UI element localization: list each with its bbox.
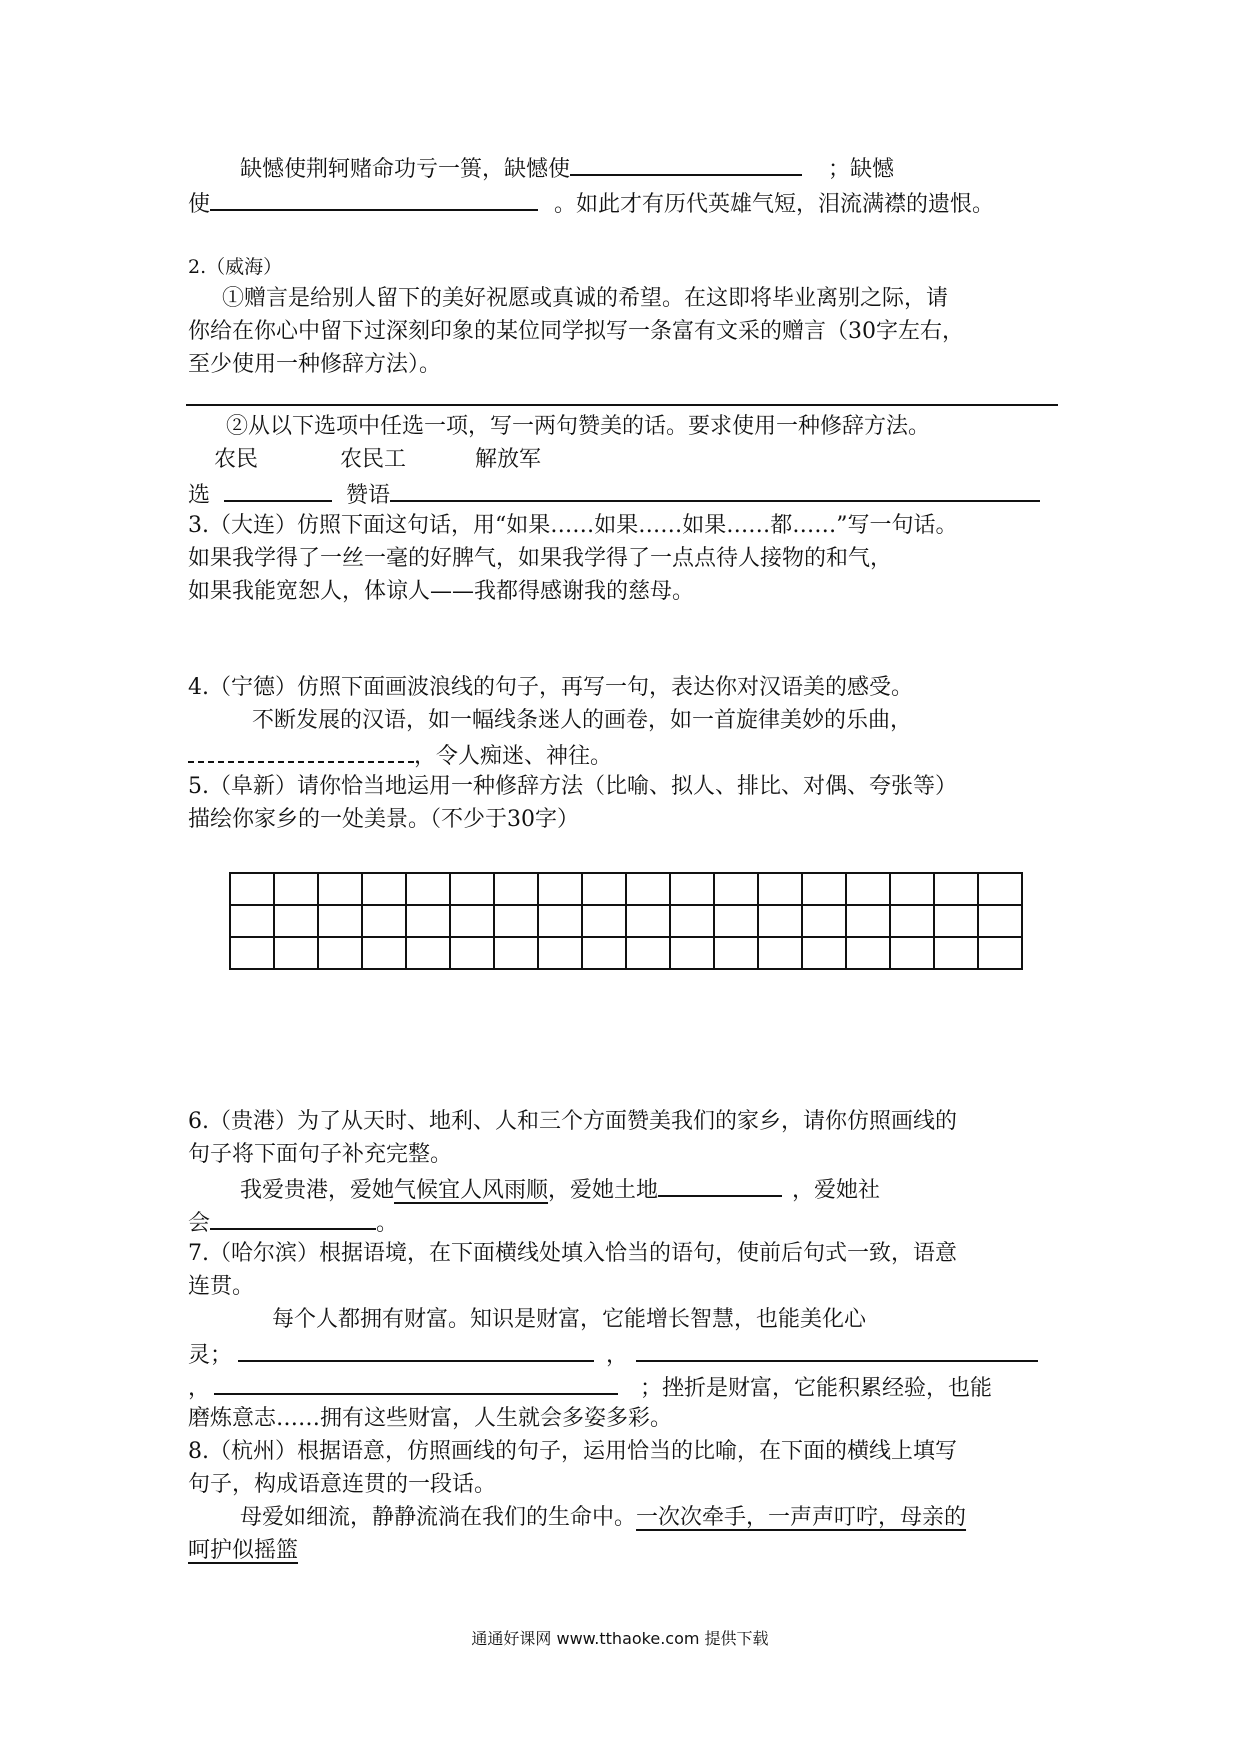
grid-cell[interactable]: [318, 905, 362, 937]
grid-cell[interactable]: [846, 873, 890, 905]
grid-cell[interactable]: [670, 905, 714, 937]
grid-cell[interactable]: [758, 937, 802, 969]
text-span: ，: [188, 1376, 211, 1401]
grid-cell[interactable]: [670, 937, 714, 969]
text-span: 会: [188, 1211, 211, 1236]
grid-cell[interactable]: [626, 873, 670, 905]
text-span: 缺憾使荆轲赌命功亏一篑，缺憾使: [240, 157, 571, 182]
text-span: 选: [188, 483, 211, 508]
option-farmer: 农民: [214, 447, 259, 472]
grid-cell[interactable]: [406, 905, 450, 937]
answer-blank[interactable]: [636, 1338, 1038, 1362]
grid-cell[interactable]: [846, 905, 890, 937]
grid-cell[interactable]: [450, 873, 494, 905]
grid-cell[interactable]: [582, 873, 626, 905]
question-5-text: 描绘你家乡的一处美景。（不少于30字）: [188, 807, 579, 832]
question-3-text: 如果我能宽恕人，体谅人——我都得感谢我的慈母。: [188, 579, 695, 604]
grid-cell[interactable]: [362, 905, 406, 937]
answer-blank[interactable]: [214, 1371, 618, 1395]
praise-blank[interactable]: [390, 478, 1040, 502]
text-span: ，爱她土地: [548, 1178, 659, 1203]
grid-cell[interactable]: [714, 873, 758, 905]
text-span: ，爱她社: [792, 1178, 881, 1203]
grid-cell[interactable]: [318, 873, 362, 905]
grid-cell[interactable]: [978, 937, 1022, 969]
text-line: [240, 1173, 880, 1206]
grid-cell[interactable]: [274, 905, 318, 937]
grid-cell[interactable]: [758, 905, 802, 937]
grid-cell[interactable]: [846, 937, 890, 969]
question-7-text: 磨炼意志……拥有这些财富，人生就会多姿多彩。: [188, 1406, 673, 1431]
answer-blank[interactable]: [210, 1206, 376, 1230]
grid-cell[interactable]: [714, 937, 758, 969]
grid-cell[interactable]: [758, 873, 802, 905]
question-7-text: 连贯。: [188, 1274, 255, 1299]
text-line: [188, 739, 612, 772]
question-7-heading: 7.（哈尔滨）根据语境，在下面横线处填入恰当的语句，使前后句式一致，语意: [188, 1241, 957, 1266]
answer-line[interactable]: [186, 404, 1058, 406]
answer-blank[interactable]: [570, 152, 802, 176]
grid-cell[interactable]: [890, 873, 934, 905]
question-8-heading: 8.（杭州）根据语意，仿照画线的句子，运用恰当的比喻，在下面的横线上填写: [188, 1439, 957, 1464]
grid-cell[interactable]: [934, 937, 978, 969]
underlined-text: 呵护似摇篮: [188, 1538, 299, 1563]
text-span: ；缺憾: [828, 157, 895, 182]
option-migrant-worker: 农民工: [340, 447, 407, 472]
grid-cell[interactable]: [714, 905, 758, 937]
question-3-heading: 3.（大连）仿照下面这句话，用“如果……如果……如果……都……”写一句话。: [188, 513, 958, 538]
grid-cell[interactable]: [802, 905, 846, 937]
question-2-text: ①赠言是给别人留下的美好祝愿或真诚的希望。在这即将毕业离别之际，请: [222, 286, 949, 311]
grid-cell[interactable]: [450, 905, 494, 937]
grid-cell[interactable]: [230, 905, 274, 937]
answer-blank[interactable]: [188, 739, 414, 763]
page-footer: 通通好课网 www.tthaoke.com 提供下载: [471, 1629, 769, 1648]
grid-cell[interactable]: [274, 873, 318, 905]
grid-cell[interactable]: [890, 937, 934, 969]
text-span: 赞语: [346, 483, 391, 508]
question-6-text: 句子将下面句子补充完整。: [188, 1142, 453, 1167]
text-span: 母爱如细流，静静流淌在我们的生命中。: [240, 1505, 637, 1530]
grid-cell[interactable]: [626, 905, 670, 937]
grid-cell[interactable]: [802, 873, 846, 905]
grid-cell[interactable]: [934, 873, 978, 905]
question-7-text: 每个人都拥有财富。知识是财富，它能增长智慧，也能美化心: [272, 1307, 867, 1332]
question-2-text: ②从以下选项中任选一项，写一两句赞美的话。要求使用一种修辞方法。: [226, 414, 931, 439]
grid-cell[interactable]: [494, 873, 538, 905]
grid-cell[interactable]: [934, 905, 978, 937]
text-line: [188, 1206, 398, 1239]
text-span: 使: [188, 192, 211, 217]
grid-cell[interactable]: [582, 937, 626, 969]
question-3-text: 如果我学得了一丝一毫的好脾气，如果我学得了一点点待人接物的和气，: [188, 546, 893, 571]
grid-cell[interactable]: [230, 937, 274, 969]
question-2-text: 至少使用一种修辞方法）。: [188, 352, 442, 377]
question-6-heading: 6.（贵港）为了从天时、地利、人和三个方面赞美我们的家乡，请你仿照画线的: [188, 1109, 957, 1134]
grid-cell[interactable]: [978, 873, 1022, 905]
grid-cell[interactable]: [494, 937, 538, 969]
grid-cell[interactable]: [494, 905, 538, 937]
grid-cell[interactable]: [538, 873, 582, 905]
question-2-text: 你给在你心中留下过深刻印象的某位同学拟写一条富有文采的赠言（30字左右，: [188, 319, 964, 344]
text-span: 。如此才有历代英雄气短，泪流满襟的遗恨。: [554, 192, 995, 217]
answer-blank[interactable]: [238, 1338, 594, 1362]
grid-cell[interactable]: [802, 937, 846, 969]
question-5-heading: 5.（阜新）请你恰当地运用一种修辞方法（比喻、拟人、排比、对偶、夸张等）: [188, 774, 957, 799]
text-span: ；挫折是财富，它能积累经验，也能: [640, 1376, 993, 1401]
answer-blank[interactable]: [658, 1173, 782, 1197]
grid-cell[interactable]: [406, 937, 450, 969]
grid-cell[interactable]: [362, 937, 406, 969]
grid-cell[interactable]: [362, 873, 406, 905]
text-line: [188, 1371, 992, 1404]
answer-blank[interactable]: [210, 187, 538, 211]
grid-cell[interactable]: [274, 937, 318, 969]
text-line: [240, 1503, 966, 1533]
text-line: [188, 1338, 1038, 1371]
grid-row: [230, 905, 1022, 937]
text-span: 。: [376, 1211, 399, 1236]
question-4-text: 不断发展的汉语，如一幅线条迷人的画卷，如一首旋律美妙的乐曲，: [252, 708, 913, 733]
text-line: [240, 152, 894, 185]
grid-cell[interactable]: [890, 905, 934, 937]
grid-cell[interactable]: [582, 905, 626, 937]
choice-blank[interactable]: [224, 478, 332, 502]
grid-cell[interactable]: [230, 873, 274, 905]
grid-cell[interactable]: [978, 905, 1022, 937]
text-line: [188, 1536, 298, 1566]
grid-cell[interactable]: [406, 873, 450, 905]
text-span: 我爱贵港，爱她: [240, 1178, 395, 1203]
option-pla: 解放军: [475, 447, 542, 472]
grid-cell[interactable]: [626, 937, 670, 969]
question-2-heading: 2.（威海）: [188, 256, 283, 278]
text-line: [188, 187, 994, 220]
grid-cell[interactable]: [538, 905, 582, 937]
writing-grid[interactable]: [229, 872, 1023, 970]
underlined-text: 气候宜人风雨顺: [394, 1178, 549, 1203]
grid-cell[interactable]: [450, 937, 494, 969]
question-4-heading: 4.（宁德）仿照下面画波浪线的句子，再写一句，表达你对汉语美的感受。: [188, 675, 913, 700]
grid-row: [230, 937, 1022, 969]
text-span: 灵；: [188, 1343, 233, 1368]
text-span: ，: [606, 1343, 629, 1368]
question-8-text: 句子，构成语意连贯的一段话。: [188, 1472, 497, 1497]
text-line: [188, 478, 1040, 511]
grid-cell[interactable]: [538, 937, 582, 969]
underlined-text: 一次次牵手，一声声叮咛，母亲的: [636, 1505, 967, 1530]
text-span: ，令人痴迷、神往。: [414, 744, 613, 769]
grid-row: [230, 873, 1022, 905]
grid-cell[interactable]: [670, 873, 714, 905]
grid-cell[interactable]: [318, 937, 362, 969]
